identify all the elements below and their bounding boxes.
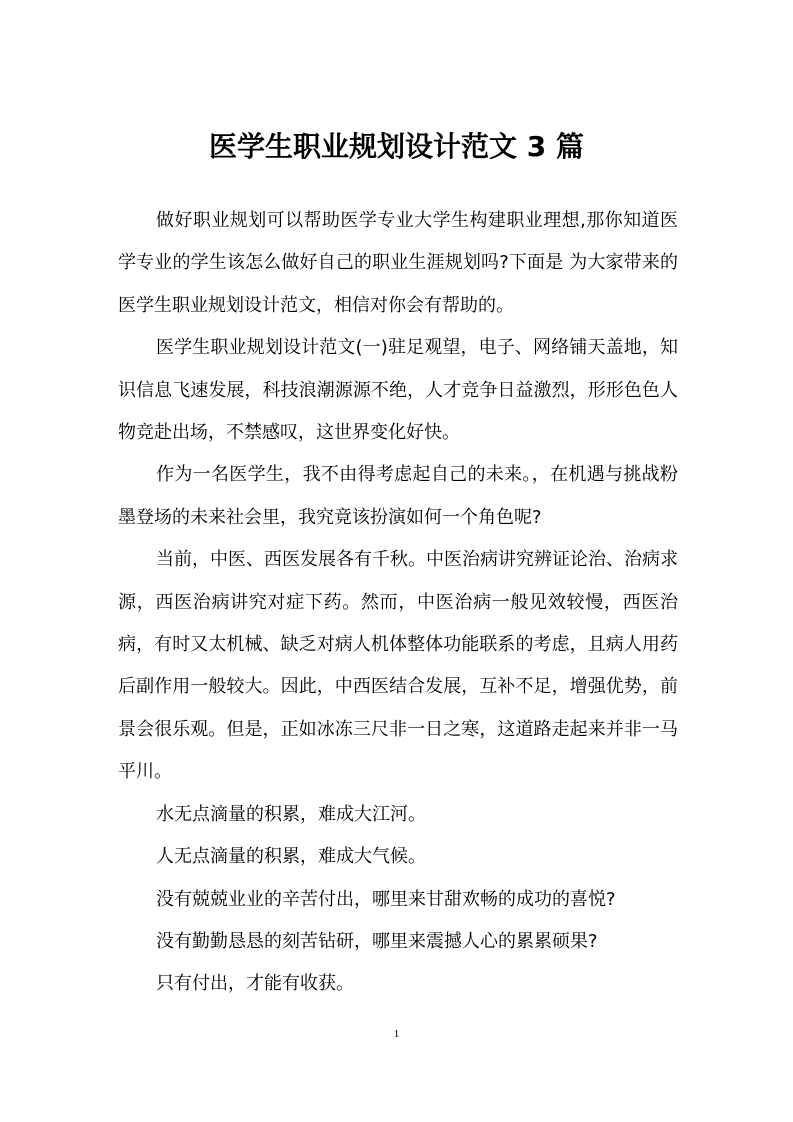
paragraph-effort-question: 没有兢兢业业的辛苦付出，哪里来甘甜欢畅的成功的喜悦? [156, 888, 616, 910]
paragraph-conclusion: 只有付出，才能有收获。 [156, 973, 354, 995]
paragraph-study-question: 没有勤勤恳恳的刻苦钻研，哪里来震撼人心的累累硕果? [156, 930, 598, 952]
document-body [118, 200, 678, 1006]
paragraph-water-saying: 水无点滴量的积累，难成大江河。 [156, 803, 426, 825]
paragraph-intro: 做好职业规划可以帮助医学专业大学生构建职业理想,那你知道医学专业的学生该怎么做好自己的职业生涯规划吗?下面是 为大家带来的医学生职业规划设计范文，相信对你会有帮助的。 [118, 210, 678, 316]
paragraph-medicine: 当前，中医、西医发展各有千秋。中医治病讲究辨证论治、治病求源，西医治病讲究对症下药。然而，中医治病一般见效较慢，西医治病，有时又太机械、缺乏对病人机体整体功能联系的考虑，且病人用药后副作用一般较大。因此，中西医结合发展，互补不足，增强优势，前景会很乐观。但是，正如冰冻三尺非一日之寒，这道路走起来并非一马平川。 [118, 549, 678, 783]
page-number: 1 [393, 1028, 400, 1040]
paragraph-example-one: 医学生职业规划设计范文(一)驻足观望，电子、网络铺天盖地，知识信息飞速发展，科技浪潮源源不绝，人才竞争日益激烈，形形色色人物竞赴出场，不禁感叹，这世界变化好快。 [118, 337, 678, 444]
paragraph-future: 作为一名医学生，我不由得考虑起自己的未来。，在机遇与挑战粉墨登场的未来社会里，我究竟该扮演如何一个角色呢? [118, 464, 678, 528]
page-title: 医学生职业规划设计范文 3 篇 [209, 129, 584, 163]
paragraph-people-saying: 人无点滴量的积累，难成大气候。 [156, 846, 426, 868]
